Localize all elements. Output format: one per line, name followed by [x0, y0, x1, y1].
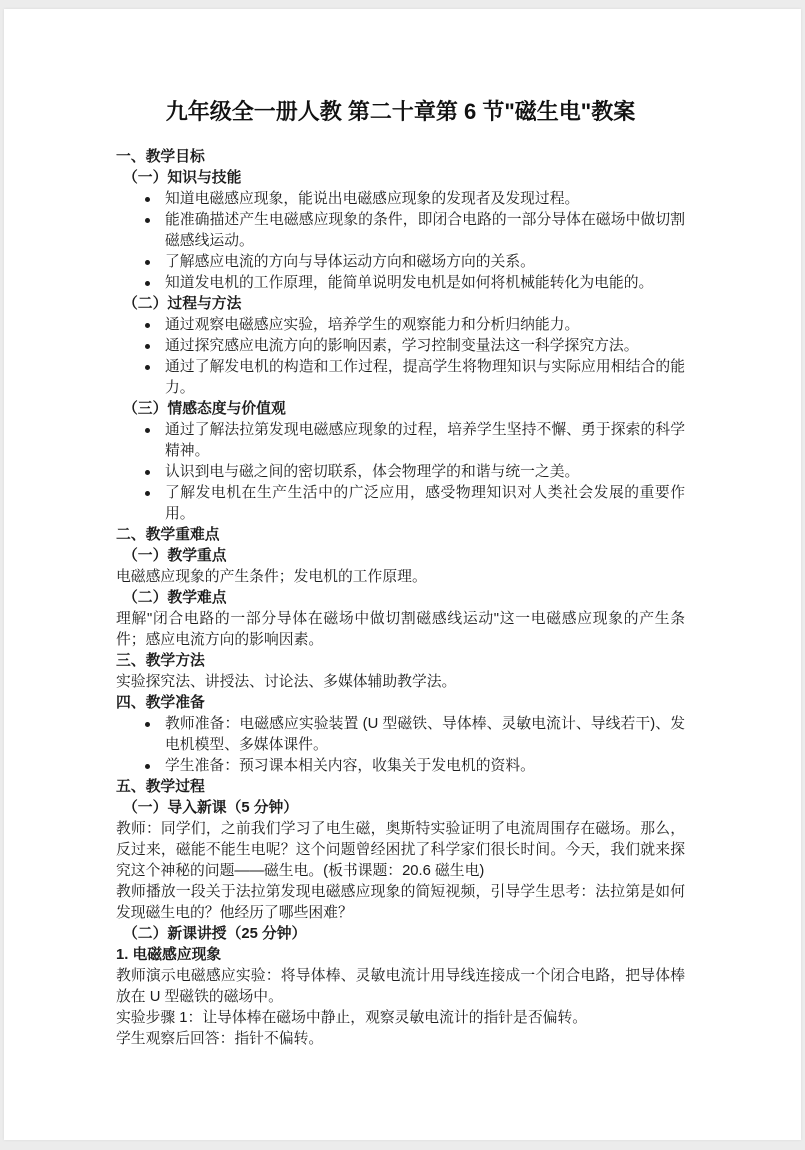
heading-teaching-preparation: 四、教学准备 — [116, 695, 205, 711]
document-content — [116, 97, 685, 1050]
heading-key-difficult-points: 二、教学重难点 — [116, 527, 220, 543]
bullet-item: 认识到电与磁之间的密切联系，体会物理学的和谐与统一之美。 — [116, 462, 685, 483]
paragraph: 教师：同学们，之前我们学习了电生磁，奥斯特实验证明了电流周围存在磁场。那么，反过来，磁能不能生电呢？这个问题曾经困扰了科学家们很长时间。今天，我们就来探究这个神秘的问题——磁生电。(板书课题：20.6 磁生电) — [116, 821, 685, 879]
subheading-lesson-intro: （一）导入新课（5 分钟） — [123, 800, 299, 816]
bullet-item: 知道发电机的工作原理，能简单说明发电机是如何将机械能转化为电能的。 — [116, 273, 685, 294]
bullet-item: 知道电磁感应现象，能说出电磁感应现象的发现者及发现过程。 — [116, 189, 685, 210]
bullet-item: 通过探究感应电流方向的影响因素，学习控制变量法这一科学探究方法。 — [116, 336, 685, 357]
paragraph: 电磁感应现象的产生条件；发电机的工作原理。 — [116, 569, 427, 585]
heading-teaching-methods: 三、教学方法 — [116, 653, 205, 669]
document-title: 九年级全一册人教 第二十章第 6 节"磁生电"教案 — [165, 99, 636, 124]
bullet-item: 了解发电机在生产生活中的广泛应用，感受物理知识对人类社会发展的重要作用。 — [116, 483, 685, 525]
heading-teaching-process: 五、教学过程 — [116, 779, 205, 795]
document-page — [4, 9, 801, 1140]
bullet-item: 通过了解发电机的构造和工作过程，提高学生将物理知识与实际应用相结合的能力。 — [116, 357, 685, 399]
heading-teaching-objectives: 一、教学目标 — [116, 149, 205, 165]
paragraph: 实验探究法、讲授法、讨论法、多媒体辅助教学法。 — [116, 674, 457, 690]
bullet-item: 通过了解法拉第发现电磁感应现象的过程，培养学生坚持不懈、勇于探索的科学精神。 — [116, 420, 685, 462]
paragraph: 教师演示电磁感应实验：将导体棒、灵敏电流计用导线连接成一个闭合电路，把导体棒放在 U 型磁铁的磁场中。 — [116, 968, 685, 1005]
bullet-item: 了解感应电流的方向与导体运动方向和磁场方向的关系。 — [116, 252, 685, 273]
subheading-emotional-values: （三）情感态度与价值观 — [123, 401, 286, 417]
subheading-new-lesson: （二）新课讲授（25 分钟） — [123, 926, 307, 942]
bullet-item: 能准确描述产生电磁感应现象的条件，即闭合电路的一部分导体在磁场中做切割磁感线运动。 — [116, 210, 685, 252]
paragraph: 理解"闭合电路的一部分导体在磁场中做切割磁感线运动"这一电磁感应现象的产生条件；感应电流方向的影响因素。 — [116, 611, 685, 648]
subheading-knowledge-skills: （一）知识与技能 — [123, 170, 242, 186]
subheading-difficult-points: （二）教学难点 — [123, 590, 227, 606]
bullet-item: 学生准备：预习课本相关内容，收集关于发电机的资料。 — [116, 756, 685, 777]
subheading-em-induction: 1. 电磁感应现象 — [116, 947, 222, 963]
paragraph: 学生观察后回答：指针不偏转。 — [116, 1031, 324, 1047]
bullet-item: 教师准备：电磁感应实验装置 (U 型磁铁、导体棒、灵敏电流计、导线若干)、发电机模型、多媒体课件。 — [116, 714, 685, 756]
bullet-item: 通过观察电磁感应实验，培养学生的观察能力和分析归纳能力。 — [116, 315, 685, 336]
subheading-process-methods: （二）过程与方法 — [123, 296, 242, 312]
paragraph: 实验步骤 1：让导体棒在磁场中静止，观察灵敏电流计的指针是否偏转。 — [116, 1010, 588, 1026]
subheading-key-points: （一）教学重点 — [123, 548, 227, 564]
paragraph: 教师播放一段关于法拉第发现电磁感应现象的简短视频，引导学生思考：法拉第是如何发现磁生电的？他经历了哪些困难？ — [116, 884, 685, 921]
